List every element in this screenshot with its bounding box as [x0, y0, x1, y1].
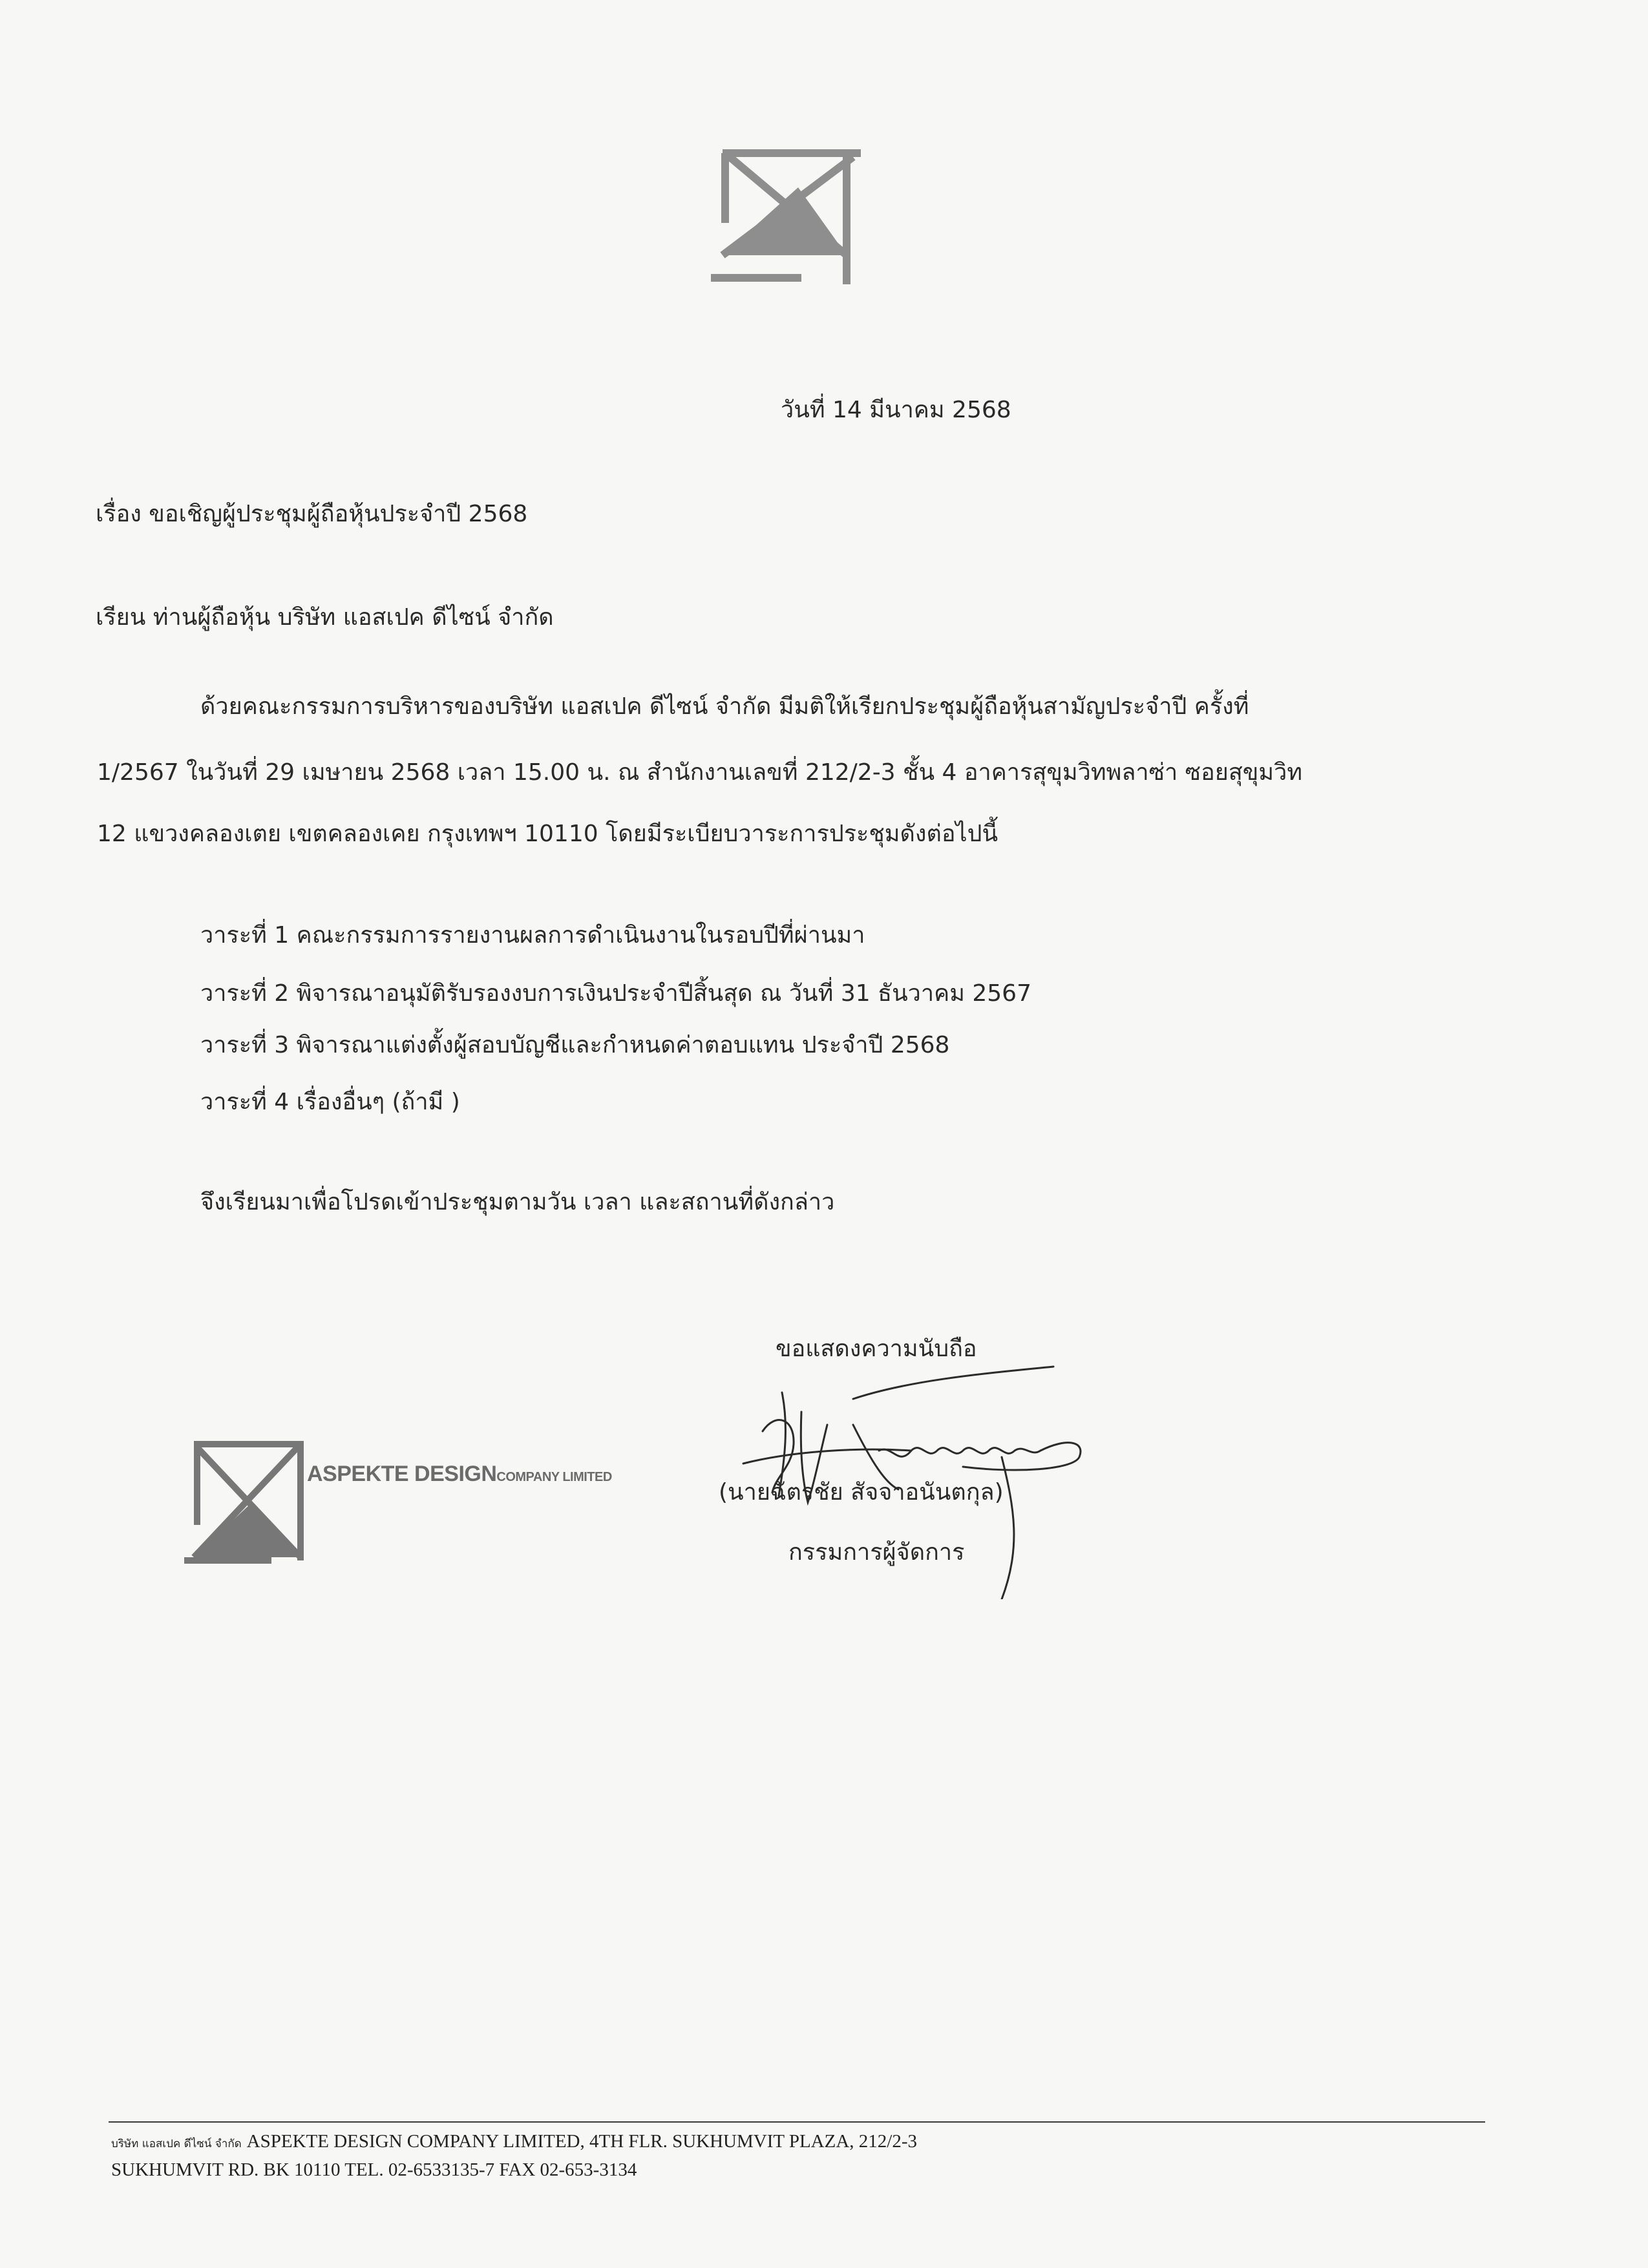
- letter-salutation: เรียน ท่านผู้ถือหุ้น บริษัท แอสเปค ดีไซน์ จำกัด: [96, 604, 554, 631]
- stamp-name-suffix: COMPANY LIMITED: [496, 1470, 612, 1484]
- body-line: 1/2567 ในวันที่ 29 เมษายน 2568 เวลา 15.00 น. ณ สำนักงานเลขที่ 212/2-3 ชั้น 4 อาคารสุขุมวิทพลาซ่า ซอยสุขุมวิท: [97, 759, 1303, 786]
- letter-subject: เรื่อง ขอเชิญผู้ประชุมผู้ถือหุ้นประจำปี 2568: [96, 501, 528, 527]
- stamp-name-main: ASPEKTE DESIGN: [307, 1462, 497, 1486]
- signature: [717, 1354, 1099, 1599]
- footer-line-1: [111, 2131, 917, 2152]
- agenda-item: วาระที่ 2 พิจารณาอนุมัติรับรองงบการเงินประจำปีสิ้นสุด ณ วันที่ 31 ธันวาคม 2567: [200, 980, 1031, 1007]
- agenda-item: วาระที่ 3 พิจารณาแต่งตั้งผู้สอบบัญชีและกำหนดค่าตอบแทน ประจำปี 2568: [200, 1032, 950, 1058]
- stamp-company-name: [307, 1462, 612, 1487]
- closing-line: จึงเรียนมาเพื่อโปรดเข้าประชุมตามวัน เวลา และสถานที่ดังกล่าว: [200, 1189, 835, 1215]
- agenda-item: วาระที่ 4 เรื่องอื่นๆ (ถ้ามี ): [200, 1089, 460, 1115]
- signer-position: กรรมการผู้จัดการ: [788, 1539, 965, 1566]
- agenda-item: วาระที่ 1 คณะกรรมการรายงานผลการดำเนินงานในรอบปีที่ผ่านมา: [200, 922, 865, 949]
- footer-divider: [109, 2121, 1485, 2123]
- footer-address-1: ASPEKTE DESIGN COMPANY LIMITED, 4TH FLR. SUKHUMVIT PLAZA, 212/2-3: [246, 2131, 917, 2152]
- body-line: 12 แขวงคลองเตย เขตคลองเคย กรุงเทพฯ 10110 โดยมีระเบียบวาระการประชุมดังต่อไปนี้: [97, 821, 998, 847]
- letter-date: วันที่ 14 มีนาคม 2568: [781, 397, 1011, 423]
- company-logo: [711, 145, 869, 288]
- company-stamp: [181, 1428, 646, 1570]
- footer-thai-name: บริษัท แอสเปค ดีไซน์ จำกัด: [111, 2137, 242, 2150]
- signer-name: (นายฉัตรชัย สัจจาอนันตกุล): [719, 1479, 1004, 1506]
- regards: ขอแสดงความนับถือ: [776, 1336, 977, 1362]
- stamp-logo-icon: [181, 1428, 310, 1570]
- footer-line-2: SUKHUMVIT RD. BK 10110 TEL. 02-6533135-7 FAX 02-653-3134: [111, 2159, 637, 2180]
- body-line: ด้วยคณะกรรมการบริหารของบริษัท แอสเปค ดีไซน์ จำกัด มีมติให้เรียกประชุมผู้ถือหุ้นสามัญประจำปี ครั้งที่: [200, 693, 1249, 720]
